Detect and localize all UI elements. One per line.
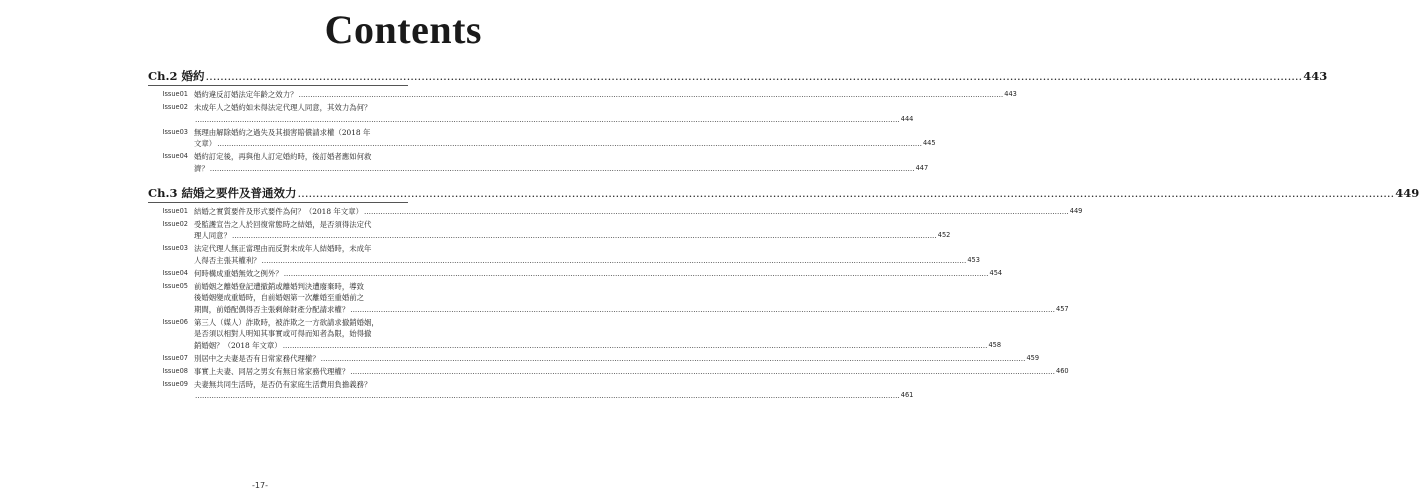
entry-text: 未成年人之婚約如未得法定代理人同意，其效力為何？: [194, 103, 372, 112]
toc-entry[interactable]: [148, 127, 936, 150]
leader-dots: ............................................................................................................................................................................................................................................................................................................: [363, 206, 1069, 216]
entry-text: 無理由解除婚約之過失及其損害賠償請求權（2018 年: [194, 127, 371, 137]
issue-number: Issue08: [162, 366, 188, 375]
page-number: -17-: [252, 481, 268, 490]
entry-text: 前婚姻之離婚登記遭撤銷或離婚判決遭廢棄時，導致: [194, 281, 364, 291]
chapter-heading[interactable]: [148, 185, 1419, 201]
toc-entry[interactable]: [148, 268, 1003, 280]
issue-number: Issue04: [162, 152, 188, 160]
leader-dots: ............................................................................................................................................................................................................................................................................................................: [195, 114, 900, 124]
entry-text: 事實上夫妻、同居之男女有無日常家務代理權？: [194, 366, 350, 376]
issue-number: Issue02: [162, 219, 188, 228]
leader-dots: ............................................................................................................................................................................................................................................................................................................: [282, 340, 988, 350]
entry-text: 受監護宣告之人於回復常態時之結婚，是否須得法定代: [194, 219, 372, 229]
entry-page-number: 444: [900, 114, 914, 123]
chapter-title: Ch.3 結婚之要件及普通效力: [148, 185, 297, 200]
entry-text: 何時構成重婚無效之例外？: [194, 268, 283, 278]
entry-text: 後婚姻變成重婚時，自前婚姻第一次離婚至重婚前之: [194, 293, 364, 302]
leader-dots: ............................................................................................................................................................................................................................................................................................................: [261, 255, 967, 265]
issue-number: Issue04: [162, 268, 188, 277]
leader-dots: ............................................................................................................................................................................................................................................................................................................: [350, 304, 1056, 314]
entry-text: 濟？: [194, 163, 209, 173]
issue-number: Issue03: [162, 244, 188, 252]
entry-page-number: 459: [1026, 353, 1040, 362]
toc-entry[interactable]: [148, 206, 1083, 218]
entry-text: 期間，前婚配偶得否主張剩餘財產分配請求權？: [194, 304, 350, 314]
leader-dots: ............................................................................................................................................................................................................................................................................................................: [231, 231, 937, 240]
toc-entry[interactable]: [148, 281, 1069, 316]
chapter-page-number: 443: [1303, 69, 1328, 83]
toc-entry[interactable]: [148, 353, 1040, 365]
entry-text: 婚約訂定後，再與他人訂定婚約時，後訂婚者應如何救: [194, 152, 372, 161]
leader-dots: ............................................................................................................................................................................................................................................................................................................: [205, 69, 1303, 83]
leader-dots: ............................................................................................................................................................................................................................................................................................................: [209, 163, 915, 173]
chapter-heading[interactable]: [148, 68, 1328, 84]
entry-page-number: 443: [1004, 90, 1017, 98]
leader-dots: ............................................................................................................................................................................................................................................................................................................: [217, 139, 922, 148]
issue-number: Issue07: [162, 353, 188, 362]
entry-text: 別居中之夫妻是否有日常家務代理權？: [194, 353, 320, 363]
chapter-rule: [148, 85, 408, 86]
toc-entry[interactable]: [148, 219, 951, 242]
toc-entry[interactable]: [148, 379, 914, 402]
issue-number: Issue09: [162, 379, 188, 388]
chapter-title: Ch.2 婚約: [148, 69, 205, 83]
table-of-contents: [148, 68, 1419, 403]
issue-number: Issue06: [162, 317, 188, 326]
toc-entry[interactable]: [148, 243, 980, 266]
entry-page-number: 453: [967, 255, 980, 264]
entry-page-number: 454: [989, 268, 1003, 277]
chapter-page-number: 449: [1395, 185, 1419, 200]
page-title: Contents: [324, 7, 482, 52]
entry-page-number: 452: [937, 231, 951, 239]
entry-page-number: 460: [1056, 366, 1069, 375]
issue-number: Issue01: [162, 206, 188, 215]
toc-entry[interactable]: [148, 151, 929, 174]
entry-text: 法定代理人無正當理由而反對未成年人結婚時，未成年: [194, 244, 372, 253]
entry-page-number: 458: [988, 340, 1002, 349]
entry-text: 理人同意？: [194, 231, 231, 240]
entry-text: 銷婚姻？（2018 年文章）: [194, 340, 282, 350]
entry-text: 文章）: [194, 139, 217, 148]
toc-entry[interactable]: [148, 366, 1069, 378]
entry-page-number: 461: [900, 391, 914, 399]
issue-number: Issue01: [162, 90, 188, 98]
leader-dots: ............................................................................................................................................................................................................................................................................................................: [298, 90, 1004, 99]
leader-dots: ............................................................................................................................................................................................................................................................................................................: [320, 353, 1026, 363]
entry-text: 婚約違反訂婚法定年齡之效力？: [194, 90, 298, 99]
entry-text: 是否須以相對人明知其事實或可得而知者為限，始得撤: [194, 329, 372, 338]
issue-number: Issue02: [162, 103, 188, 111]
entry-page-number: 447: [915, 163, 929, 172]
entry-text: 第三人（媒人）詐欺時，被詐欺之一方欲請求撤銷婚姻，: [194, 317, 379, 327]
issue-number: Issue05: [162, 281, 188, 290]
leader-dots: ............................................................................................................................................................................................................................................................................................................: [297, 185, 1395, 200]
entry-page-number: 457: [1056, 304, 1069, 313]
leader-dots: ............................................................................................................................................................................................................................................................................................................: [350, 366, 1056, 376]
toc-entry[interactable]: [148, 102, 914, 125]
entry-text: 結婚之實質要件及形式要件為何？（2018 年文章）: [194, 206, 363, 216]
leader-dots: ............................................................................................................................................................................................................................................................................................................: [195, 391, 900, 400]
toc-entry[interactable]: [148, 89, 1017, 101]
chapter-rule: [148, 202, 408, 203]
entry-page-number: 445: [922, 139, 936, 147]
issue-number: Issue03: [162, 127, 188, 136]
leader-dots: ............................................................................................................................................................................................................................................................................................................: [283, 268, 989, 278]
entry-page-number: 449: [1069, 206, 1083, 215]
toc-entry[interactable]: [148, 317, 1002, 352]
entry-text: 人得否主張其權利？: [194, 255, 261, 265]
entry-text: 夫妻無共同生活時，是否仍有家庭生活費用負擔義務？: [194, 379, 372, 389]
